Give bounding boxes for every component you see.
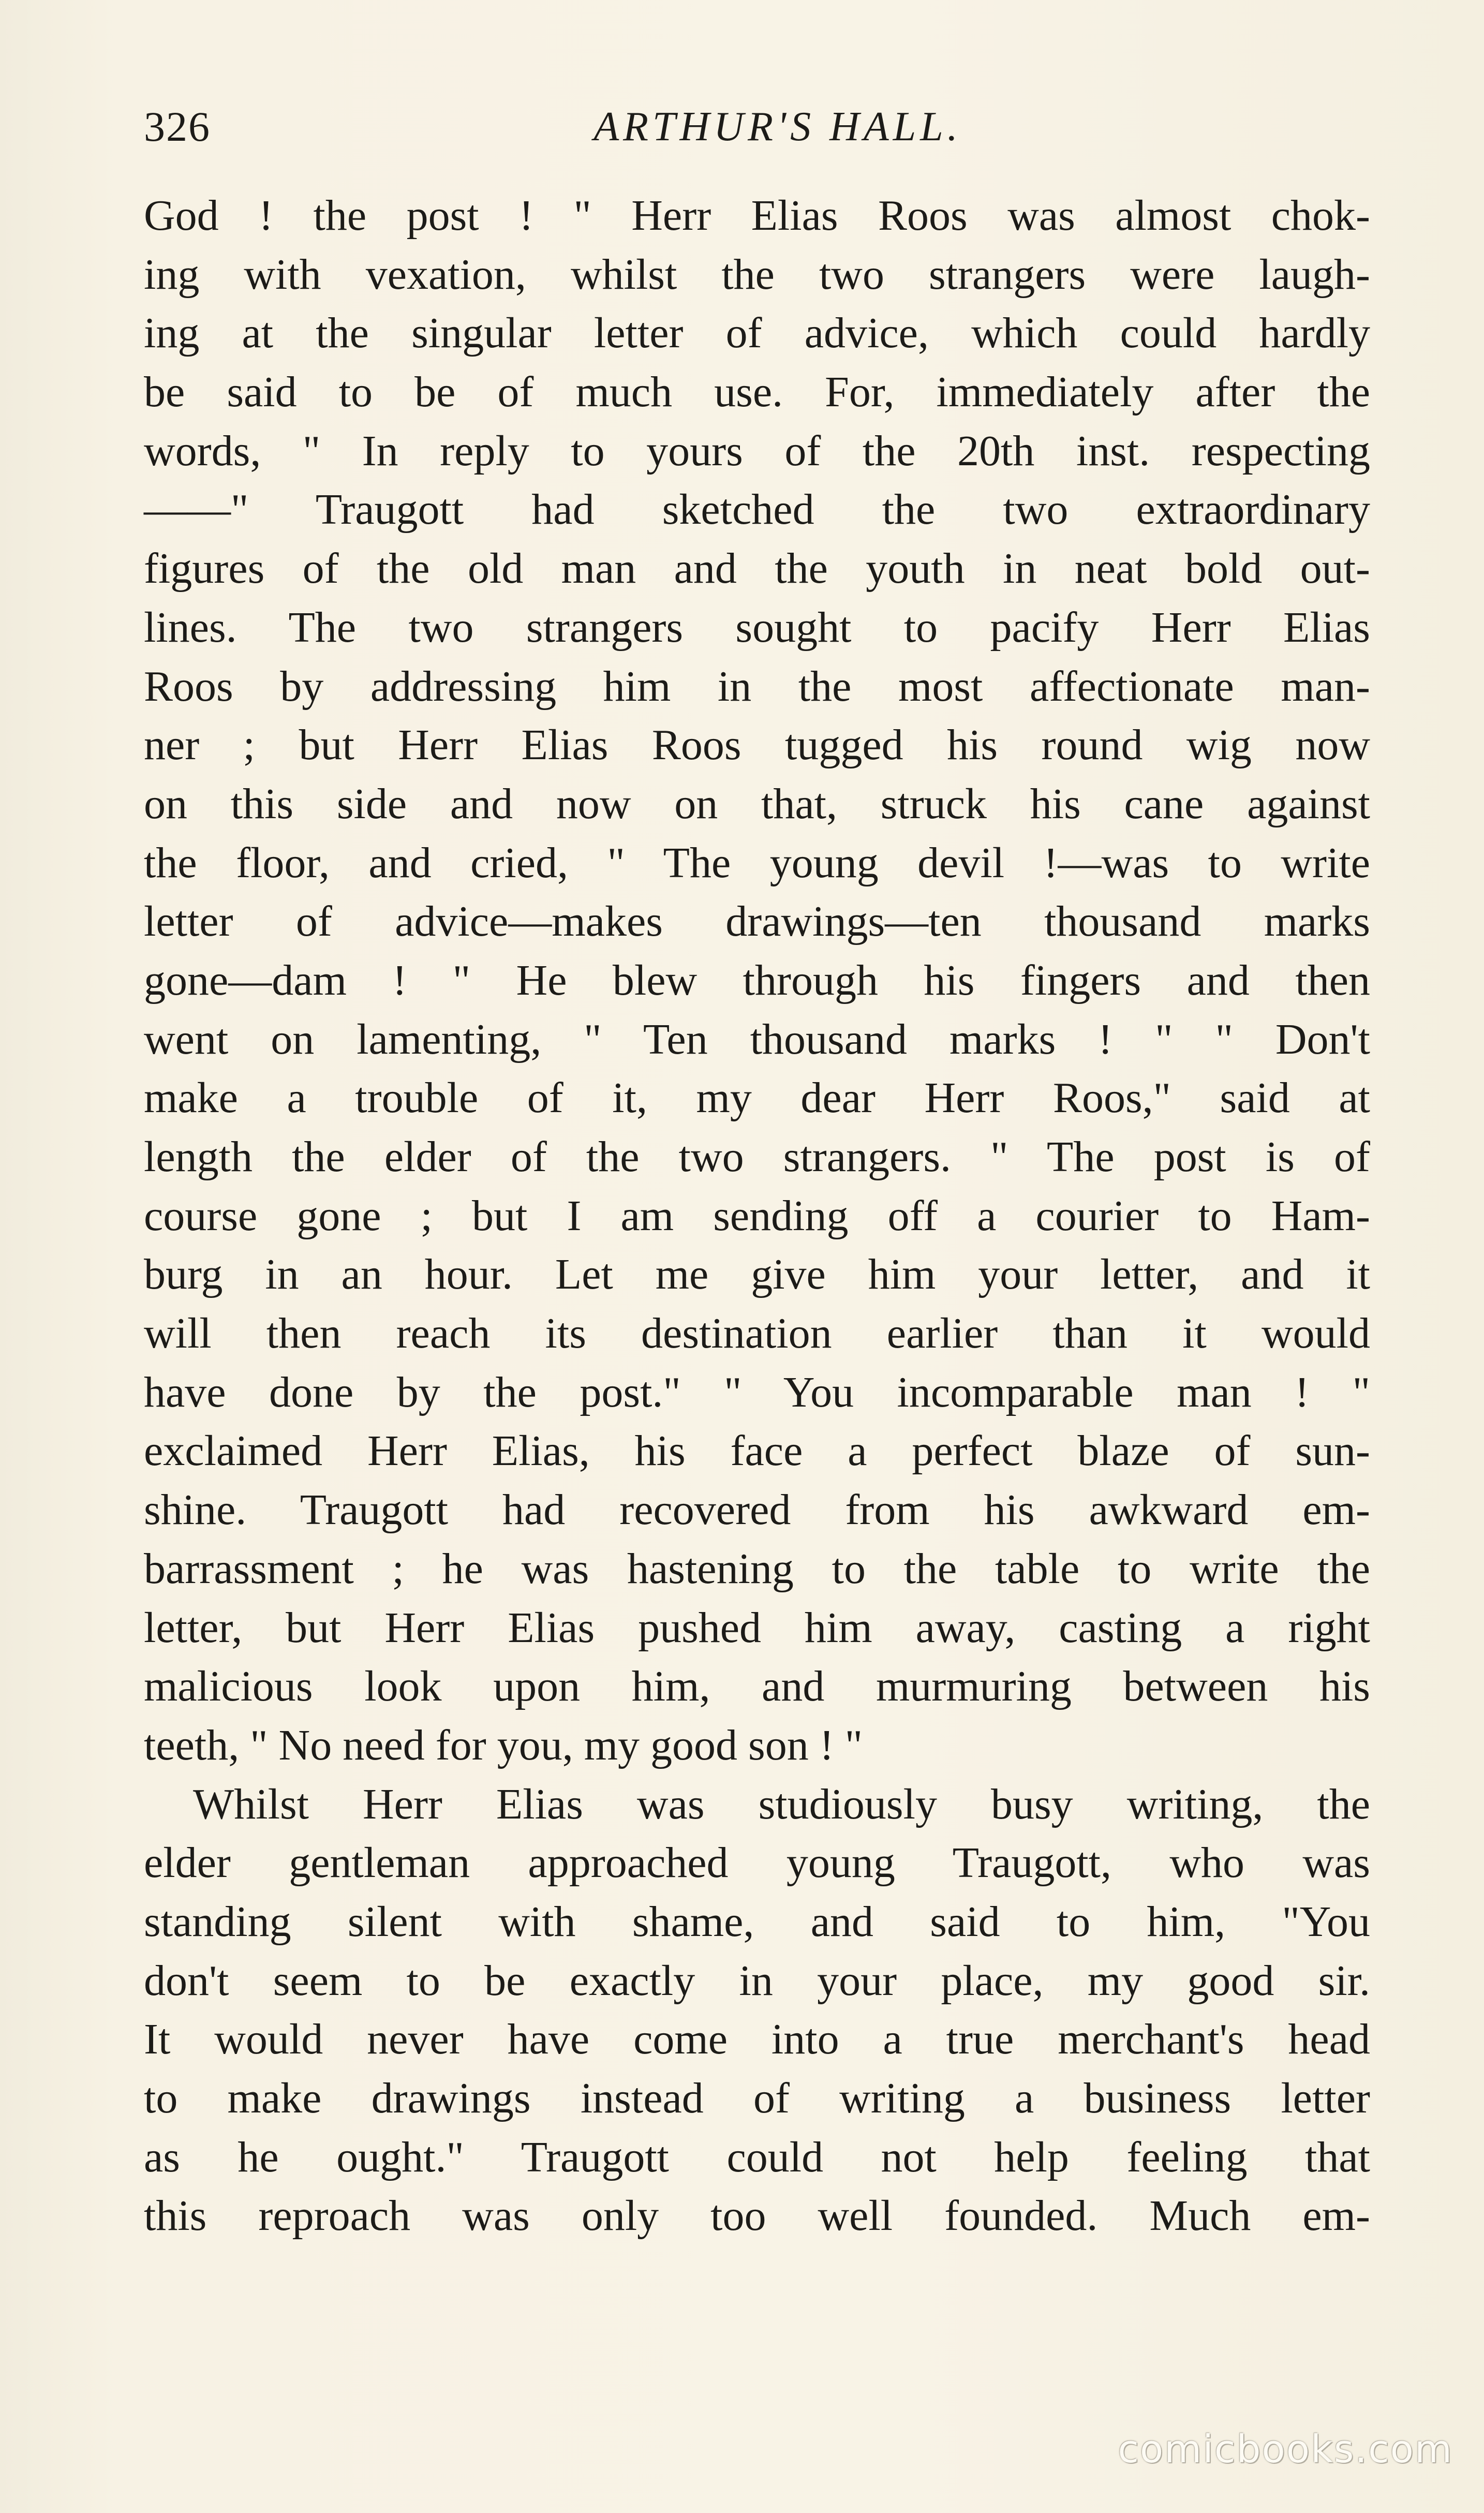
text-line: went on lamenting, " Ten thousand marks ! " " Don't <box>144 1015 1370 1063</box>
text-line: Roos by addressing him in the most affectionate man- <box>144 662 1370 711</box>
text-line: malicious look upon him, and murmuring between his <box>144 1662 1370 1711</box>
text-line: letter of advice—makes drawings—ten thousand marks <box>144 897 1370 946</box>
text-line: this reproach was only too well founded. Much em- <box>144 2192 1370 2240</box>
text-line: be said to be of much use. For, immediately after the <box>144 368 1370 417</box>
text-line: lines. The two strangers sought to pacify Herr Elias <box>144 603 1370 652</box>
text-line: figures of the old man and the youth in neat bold out- <box>144 544 1370 593</box>
text-line: ner ; but Herr Elias Roos tugged his round wig now <box>144 721 1370 770</box>
page-number: 326 <box>144 103 211 150</box>
text-line: exclaimed Herr Elias, his face a perfect blaze of sun- <box>144 1427 1370 1475</box>
running-head <box>144 98 1381 155</box>
text-line: as he ought." Traugott could not help feeling that <box>144 2133 1370 2181</box>
watermark-text: comicbooks.com <box>1118 2427 1453 2472</box>
text-line: length the elder of the two strangers. " The post is of <box>144 1133 1370 1181</box>
text-line: will then reach its destination earlier than it would <box>144 1309 1370 1358</box>
text-line: course gone ; but I am sending off a courier to Ham- <box>144 1191 1370 1240</box>
text-line: letter, but Herr Elias pushed him away, casting a right <box>144 1603 1370 1652</box>
text-line: ——" Traugott had sketched the two extraordinary <box>144 485 1370 534</box>
text-line: don't seem to be exactly in your place, my good sir. <box>144 1956 1370 2005</box>
body-text <box>144 186 1370 2245</box>
text-line: the floor, and cried, " The young devil !—was to write <box>144 838 1370 887</box>
text-line: shine. Traugott had recovered from his awkward em- <box>144 1486 1370 1534</box>
text-line: ing with vexation, whilst the two strangers were laugh- <box>144 250 1370 299</box>
paragraph-start-line: Whilst Herr Elias was studiously busy writing, the <box>193 1780 1370 1828</box>
text-line: God ! the post ! " Herr Elias Roos was almost chok- <box>144 191 1370 240</box>
text-line: standing silent with shame, and said to him, "You <box>144 1897 1370 1946</box>
running-title: ARTHUR'S HALL. <box>593 104 962 150</box>
text-line: to make drawings instead of writing a business letter <box>144 2074 1370 2122</box>
text-line: burg in an hour. Let me give him your letter, and it <box>144 1250 1370 1299</box>
text-line: make a trouble of it, my dear Herr Roos," said at <box>144 1074 1370 1122</box>
text-line: elder gentleman approached young Traugott, who was <box>144 1839 1370 1887</box>
text-line: have done by the post." " You incomparable man ! " <box>144 1368 1370 1416</box>
text-line: It would never have come into a true merchant's head <box>144 2015 1370 2064</box>
text-line: gone—dam ! " He blew through his fingers and then <box>144 956 1370 1004</box>
text-line: words, " In reply to yours of the 20th inst. respecting <box>144 426 1370 475</box>
text-line: ing at the singular letter of advice, which could hardly <box>144 309 1370 358</box>
text-line: barrassment ; he was hastening to the table to write the <box>144 1544 1370 1593</box>
text-line: on this side and now on that, struck his cane against <box>144 779 1370 828</box>
paragraph-end-line: teeth, " No need for you, my good son ! " <box>144 1721 863 1769</box>
